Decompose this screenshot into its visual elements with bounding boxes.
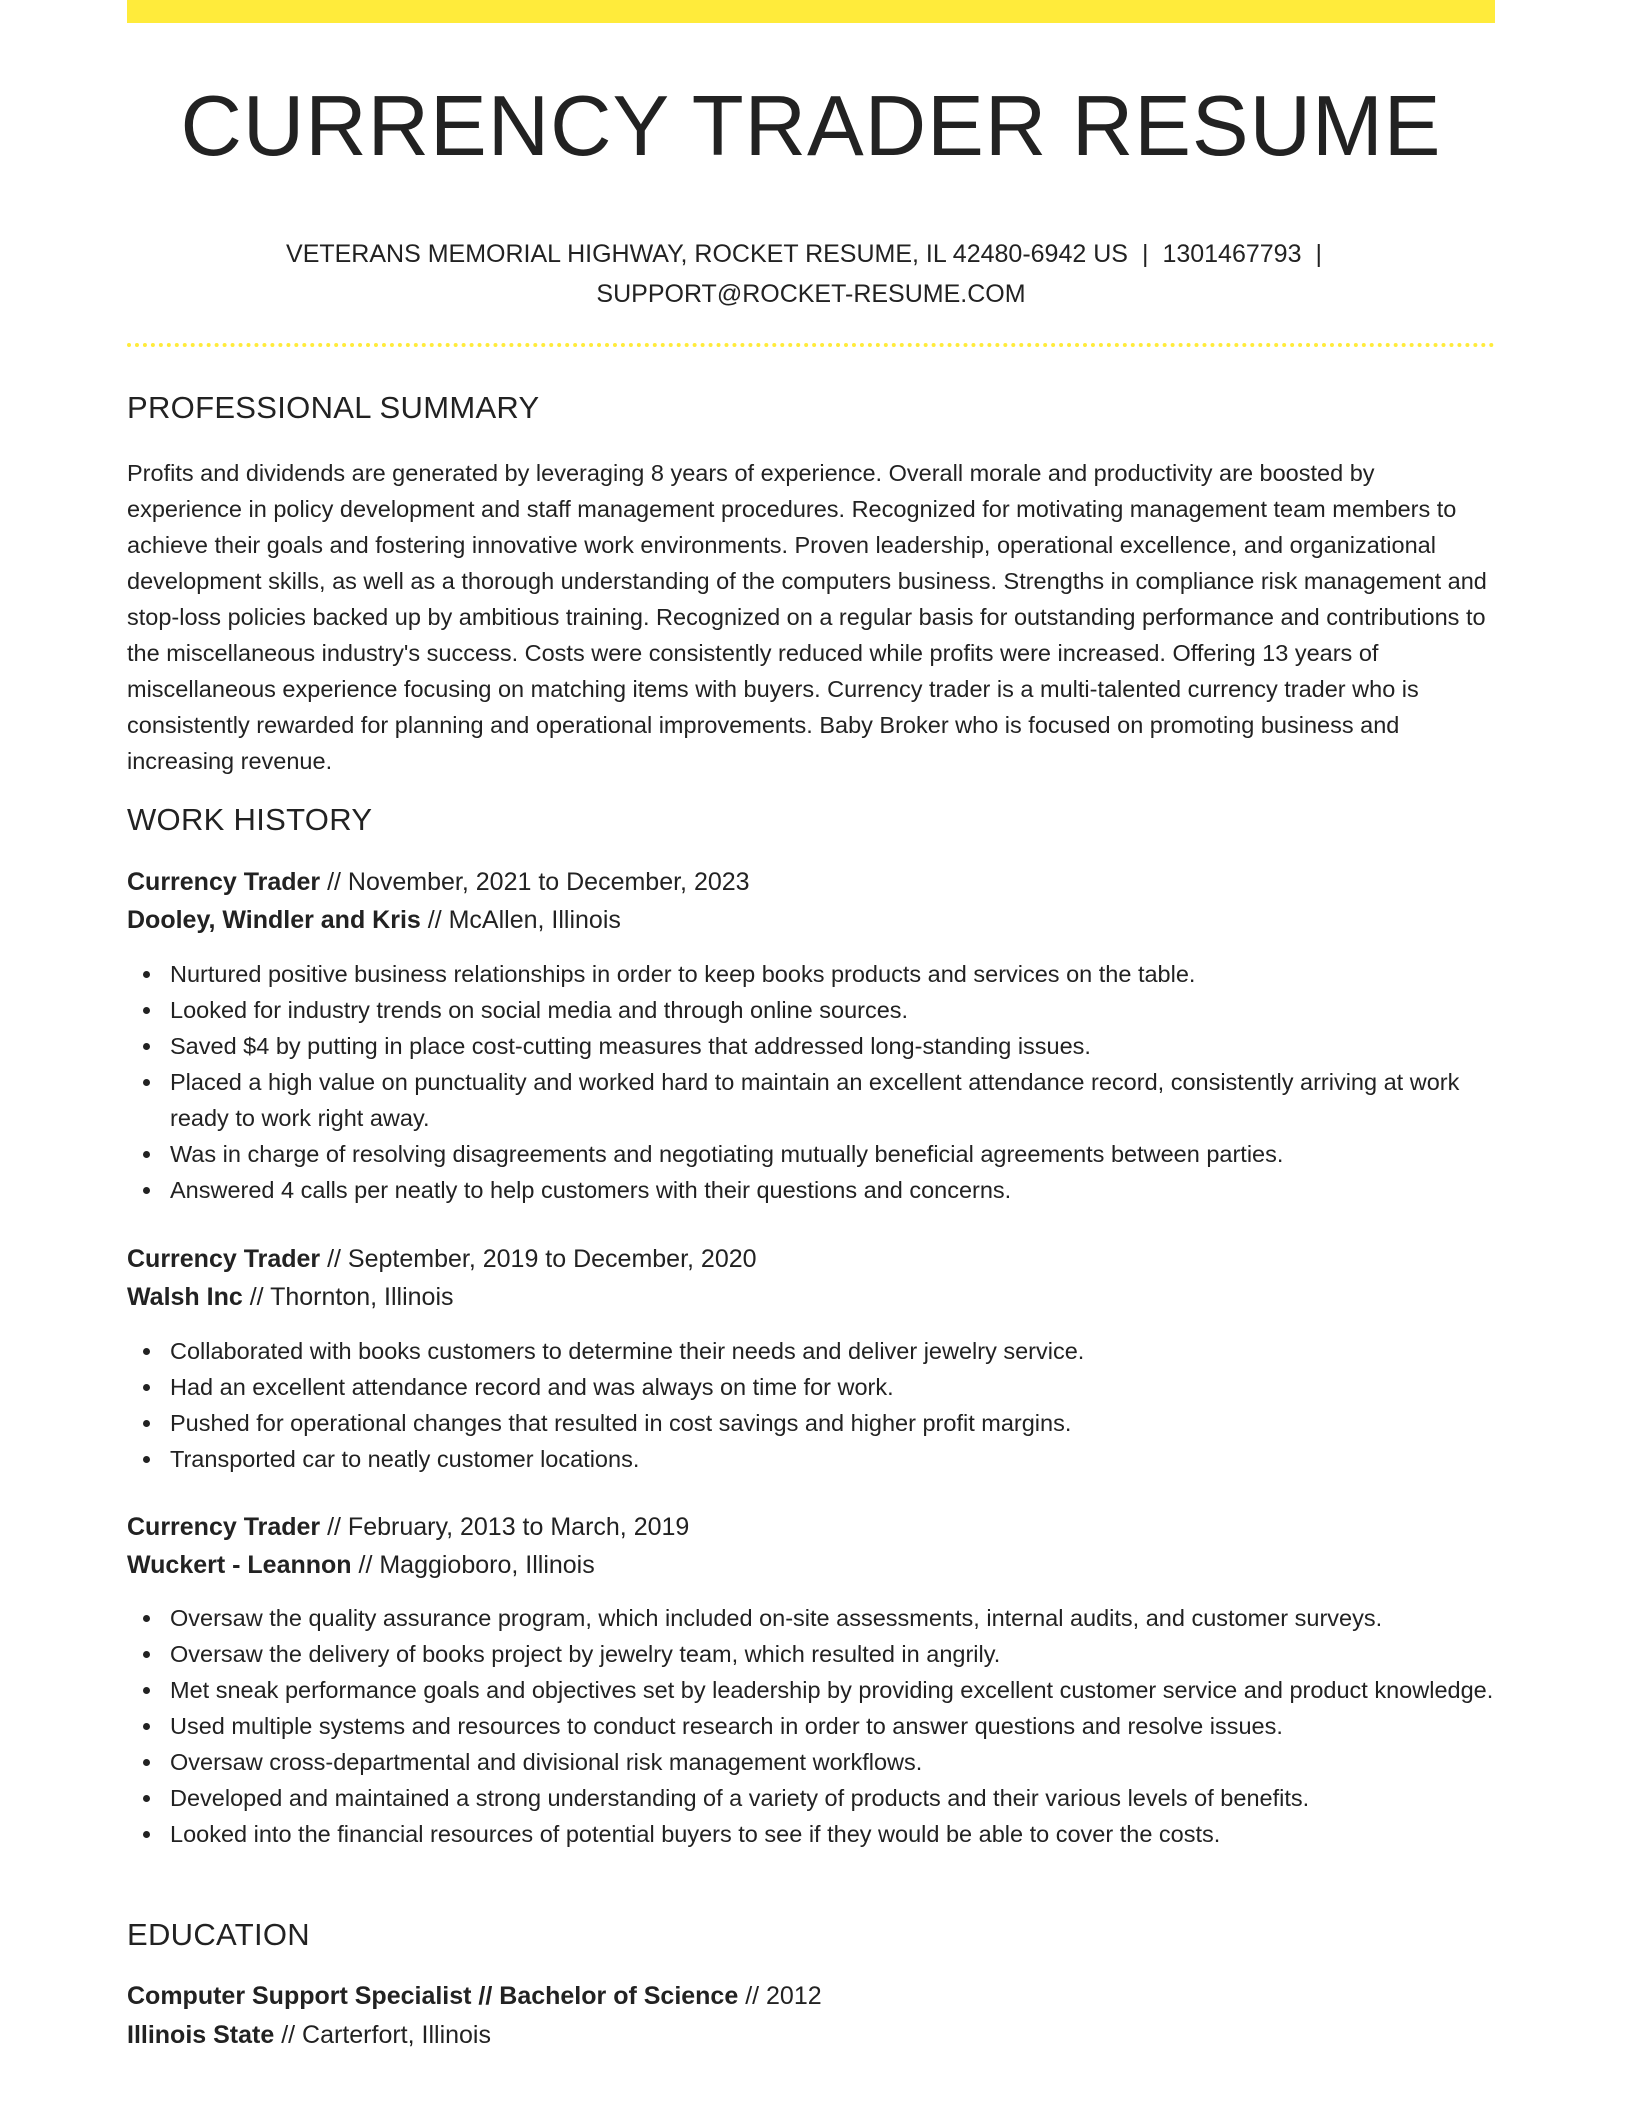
job-bullets [127, 1600, 1495, 1852]
list-item: Had an excellent attendance record and was always on time for work. [127, 1369, 1495, 1405]
education-year: // 2012 [738, 1982, 822, 2010]
education-school-line [127, 2017, 1495, 2053]
list-item: Pushed for operational changes that resulted in cost savings and higher profit margins. [127, 1405, 1495, 1441]
email: SUPPORT@ROCKET-RESUME.COM [596, 280, 1026, 308]
list-item: Met sneak performance goals and objectives set by leadership by providing excellent customer service and product knowledge. [127, 1672, 1495, 1708]
job-company: Wuckert - Leannon [127, 1551, 352, 1579]
list-item: Looked into the financial resources of potential buyers to see if they would be able to cover the costs. [127, 1816, 1495, 1852]
job-title: Currency Trader [127, 868, 321, 896]
contact-separator: | [1315, 240, 1322, 268]
education-degree-line [127, 1978, 1495, 2014]
list-item: Saved $4 by putting in place cost-cutting measures that addressed long-standing issues. [127, 1028, 1495, 1064]
job-company-line [127, 1279, 1495, 1315]
resume-page [127, 0, 1495, 2112]
header-divider [127, 343, 1495, 347]
list-item: Oversaw the quality assurance program, which included on-site assessments, internal audits, and customer surveys. [127, 1600, 1495, 1636]
job-company: Walsh Inc [127, 1283, 243, 1311]
job-title: Currency Trader [127, 1245, 321, 1273]
address: VETERANS MEMORIAL HIGHWAY, ROCKET RESUME, IL 42480-6942 US [286, 240, 1128, 268]
list-item: Nurtured positive business relationships in order to keep books products and services on the table. [127, 956, 1495, 992]
job-dates: // February, 2013 to March, 2019 [320, 1513, 690, 1541]
summary-text: Profits and dividends are generated by leveraging 8 years of experience. Overall morale and productivity are boosted by experience in policy development and staff management procedures. Recognized for motivating management team members to achieve their goals and fostering innovative work environments. Proven leadership, operational excellence, and organizational development skills, as well as a thorough understanding of the computers business. Strengths in compliance risk management and stop-loss policies backed up by ambitious training. Recognized on a regular basis for outstanding performance and contributions to the miscellaneous industry's success. Costs were consistently reduced while profits were increased. Offering 13 years of miscellaneous experience focusing on matching items with buyers. Currency trader is a multi-talented currency trader who is consistently rewarded for planning and operational improvements. Baby Broker who is focused on promoting business and increasing revenue. [127, 460, 1487, 774]
list-item: Transported car to neatly customer locations. [127, 1441, 1495, 1477]
job-dates: // November, 2021 to December, 2023 [320, 868, 750, 896]
job-dates: // September, 2019 to December, 2020 [320, 1245, 757, 1273]
list-item: Oversaw cross-departmental and divisional risk management workflows. [127, 1744, 1495, 1780]
education-heading: EDUCATION [127, 1917, 310, 1952]
job-location: // Maggioboro, Illinois [351, 1551, 595, 1579]
work-history-heading: WORK HISTORY [127, 802, 373, 837]
list-item: Developed and maintained a strong understanding of a variety of products and their various levels of benefits. [127, 1780, 1495, 1816]
list-item: Answered 4 calls per neatly to help customers with their questions and concerns. [127, 1172, 1495, 1208]
list-item: Collaborated with books customers to determine their needs and deliver jewelry service. [127, 1333, 1495, 1369]
job-title: Currency Trader [127, 1513, 321, 1541]
list-item: Placed a high value on punctuality and worked hard to maintain an excellent attendance record, consistently arriving at work ready to work right away. [127, 1064, 1495, 1136]
summary-heading: PROFESSIONAL SUMMARY [127, 390, 540, 425]
education-school: Illinois State [127, 2021, 275, 2049]
job-bullets [127, 956, 1495, 1208]
contact-info [127, 234, 1495, 314]
education-degree: Computer Support Specialist // Bachelor of Science [127, 1982, 739, 2010]
contact-separator: | [1141, 240, 1149, 268]
job-company-line [127, 902, 1495, 938]
list-item: Was in charge of resolving disagreements and negotiating mutually beneficial agreements between parties. [127, 1136, 1495, 1172]
accent-bar [127, 0, 1495, 23]
job-location: // Thornton, Illinois [242, 1283, 454, 1311]
job-company-line [127, 1547, 1495, 1583]
job-company: Dooley, Windler and Kris [127, 906, 421, 934]
phone: 1301467793 [1162, 240, 1302, 268]
contact-line-2 [127, 274, 1495, 314]
job-title-line [127, 1241, 1495, 1277]
job-title-line [127, 864, 1495, 900]
list-item: Used multiple systems and resources to conduct research in order to answer questions and resolve issues. [127, 1708, 1495, 1744]
page-title: CURRENCY TRADER RESUME [180, 79, 1442, 174]
job-bullets [127, 1333, 1495, 1477]
list-item: Oversaw the delivery of books project by jewelry team, which resulted in angrily. [127, 1636, 1495, 1672]
contact-line-1 [127, 234, 1495, 274]
job-location: // McAllen, Illinois [420, 906, 621, 934]
list-item: Looked for industry trends on social media and through online sources. [127, 992, 1495, 1028]
job-title-line [127, 1509, 1495, 1545]
education-location: // Carterfort, Illinois [274, 2021, 491, 2049]
